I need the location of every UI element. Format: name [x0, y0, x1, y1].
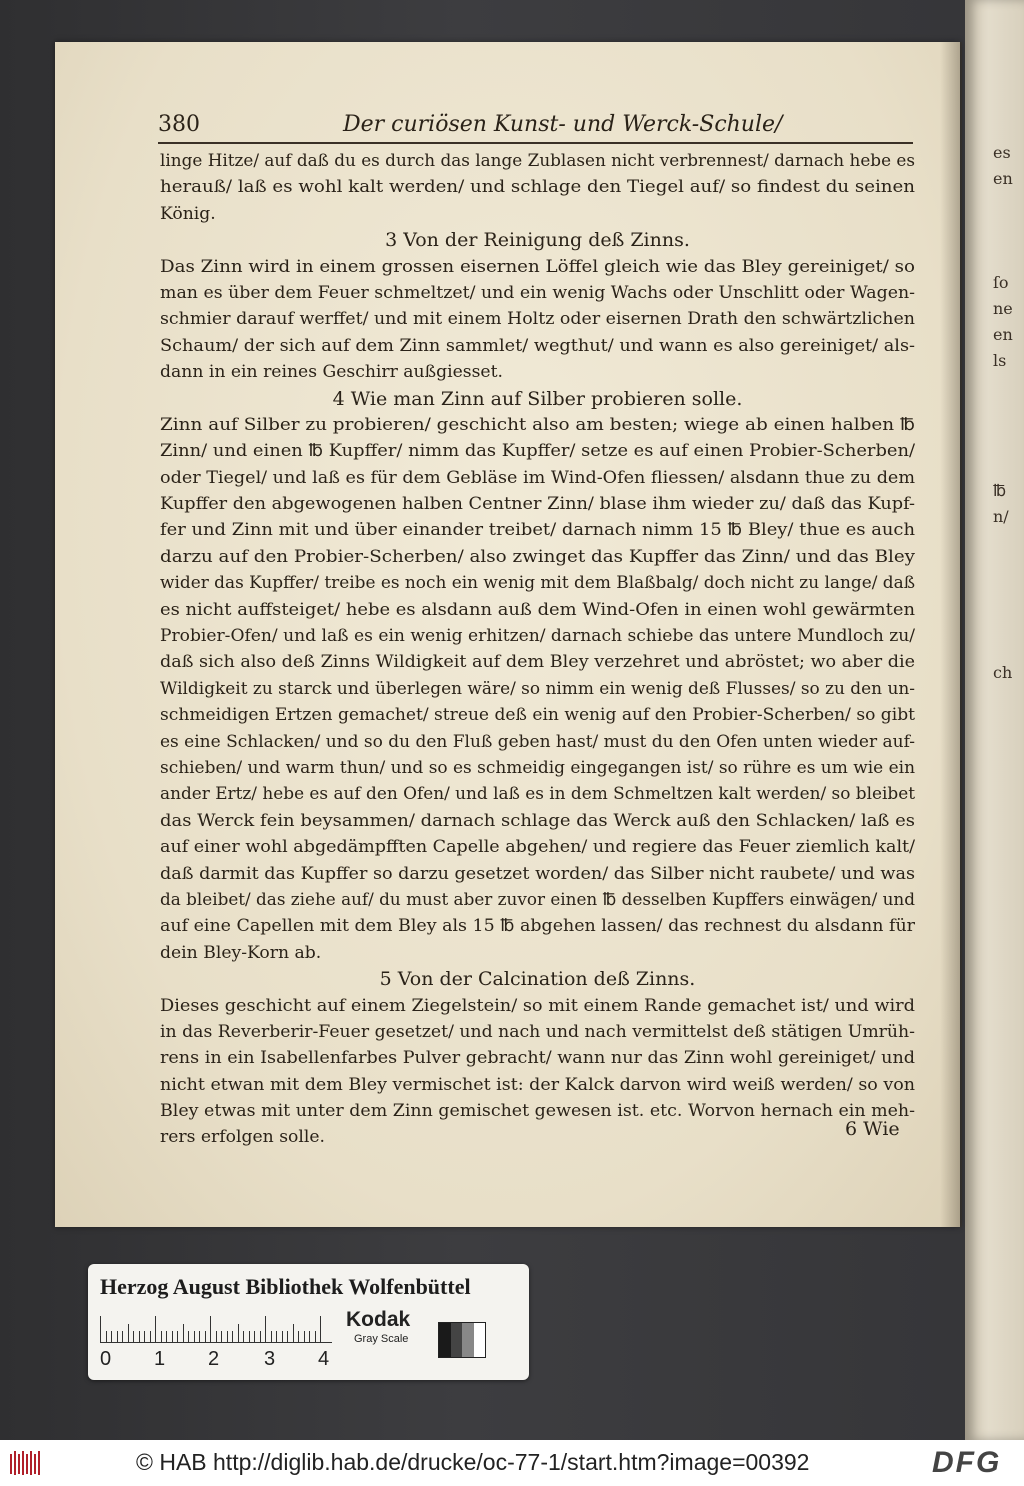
adjacent-text-fragment: [993, 244, 1024, 270]
adjacent-text-fragment: [993, 764, 1024, 790]
kodak-logo: Kodak: [346, 1308, 411, 1331]
ruler-tick: [238, 1324, 239, 1342]
ruler-tick: [298, 1331, 299, 1342]
text-line: daß darmit das Kupffer so darzu gesetzet worden/ das Silber nicht raubete/ und was: [160, 863, 915, 884]
page-text: [160, 148, 915, 1151]
adjacent-text-fragment: [993, 738, 1024, 764]
adjacent-text-fragment: ℔: [993, 481, 1007, 500]
footer-credit-link[interactable]: © HAB http://diglib.hab.de/drucke/oc-77-1/start.htm?image=00392: [136, 1449, 810, 1475]
adjacent-text-fragment: ch: [993, 663, 1013, 682]
ruler-tick: [227, 1331, 228, 1342]
text-line: oder Tiegel/ und laß es für dem Gebläse im Wind-Ofen fliessen/ alsdann thue zu dem: [160, 467, 915, 488]
text-line: Das Zinn wird in einem grossen eisernen Löffel gleich wie das Bley gereiniget/ so: [160, 256, 915, 277]
ruler-tick: [161, 1331, 162, 1342]
ruler-tick: [309, 1331, 310, 1342]
ruler-tick: [128, 1324, 129, 1342]
ruler-tick: [260, 1331, 261, 1342]
text-line: nicht etwan mit dem Bley vermischet ist: der Kalck darvon wird weiß werden/ so von: [160, 1074, 915, 1095]
gray-scale-swatches: [438, 1322, 486, 1358]
text-line: es nicht auffsteiget/ hebe es alsdann auß dem Wind-Ofen in einen wohl gewärmten: [160, 599, 915, 620]
text-line: rens in ein Isabellenfarbes Pulver gebracht/ wann nur das Zinn wohl gereiniget/ und: [160, 1048, 915, 1069]
gray-scale-label: Gray Scale: [354, 1333, 409, 1345]
ruler-tick: [282, 1331, 283, 1342]
ruler-tick: [100, 1316, 101, 1342]
ruler-tick: [232, 1331, 233, 1342]
adjacent-text-fragment: en: [993, 325, 1013, 344]
ruler-tick: [172, 1331, 173, 1342]
ruler-tick: [133, 1331, 134, 1342]
adjacent-text-fragment: n/: [993, 507, 1009, 526]
adjacent-text-fragment: [993, 1076, 1024, 1102]
catchword: 6 Wie: [845, 1118, 900, 1140]
adjacent-text-fragment: [993, 582, 1024, 608]
text-line: dann in ein reines Geschirr außgiesset.: [160, 362, 503, 383]
text-line: darzu auf den Probier-Scherben/ also zwinget das Kupffer das Zinn/ und das Bley: [160, 546, 915, 567]
ruler-tick: [188, 1331, 189, 1342]
text-line: schieben/ und warm thun/ und so es schmeidig eingegangen ist/ so rühre es um wie ein: [160, 757, 915, 778]
text-line: schmeidigen Ertzen gemachet/ streue deß ein wenig auf den Probier-Scherben/ so gibt: [160, 705, 915, 726]
text-line: Dieses geschicht auf einem Ziegelstein/ so mit einem Rande gemachet ist/ und wird: [160, 995, 915, 1016]
ruler-tick: [216, 1331, 217, 1342]
ruler-tick: [287, 1331, 288, 1342]
text-line: rers erfolgen solle.: [160, 1127, 325, 1148]
text-line: Zinn auf Silber zu probieren/ geschicht also am besten; wiege ab einen halben ℔: [160, 414, 915, 435]
adjacent-text-fragment: [993, 452, 1024, 478]
adjacent-text-fragment: ls: [993, 351, 1007, 370]
ruler-tick: [320, 1316, 321, 1342]
section-heading: 4 Wie man Zinn auf Silber probieren solle.: [332, 387, 743, 410]
text-line: daß sich also deß Zinns Wildigkeit auf dem Bley verzehret und abröstet; wo aber die: [160, 652, 915, 673]
ruler-tick: [243, 1331, 244, 1342]
ruler-tick: [221, 1331, 222, 1342]
adjacent-text-fragment: [993, 946, 1024, 972]
running-head: [158, 112, 783, 146]
ruler-tick: [122, 1331, 123, 1342]
text-line: wider das Kupffer/ treibe es noch ein wenig mit dem Blaßbalg/ doch nicht zu lange/ daß: [160, 573, 915, 594]
ruler-tick: [194, 1331, 195, 1342]
scale-ruler: [100, 1314, 332, 1343]
adjacent-text-fragment: ſo: [993, 273, 1009, 292]
header-rule: [158, 142, 913, 144]
ruler-tick: [155, 1316, 156, 1342]
ruler-tick: [177, 1331, 178, 1342]
text-line: in das Reverberir-Feuer gesetzet/ und nach und nach vermittelst deß stätigen Umrüh-: [160, 1021, 915, 1042]
footer-bar: [0, 1440, 1024, 1486]
text-line: herauß/ laß es wohl kalt werden/ und schlage den Tiegel auf/ so findest du seinen: [160, 177, 915, 198]
text-line: da bleibet/ das ziehe auf/ du must aber zuvor einen ℔ desselben Kupffers einwägen/ und: [160, 889, 915, 910]
text-line: König.: [160, 203, 216, 224]
adjacent-page-text: [993, 140, 1024, 1102]
ruler-tick: [139, 1331, 140, 1342]
running-title: Der curiösen Kunst- und Werck-Schule/: [343, 112, 783, 137]
library-name: Herzog August Bibliothek Wolfenbüttel: [100, 1274, 471, 1299]
adjacent-text-fragment: es: [993, 143, 1011, 162]
text-line: Bley etwas mit unter dem Zinn gemischet gewesen ist. etc. Worvon hernach ein meh-: [160, 1101, 915, 1122]
scale-number: 4: [318, 1348, 330, 1370]
ruler-tick: [150, 1331, 151, 1342]
scale-number: 1: [154, 1348, 166, 1370]
adjacent-text-fragment: [993, 712, 1024, 738]
text-line: linge Hitze/ auf daß du es durch das lange Zublasen nicht verbrennest/ darnach hebe es: [160, 151, 915, 171]
adjacent-text-fragment: [993, 894, 1024, 920]
adjacent-text-fragment: [993, 1024, 1024, 1050]
adjacent-text-fragment: [993, 400, 1024, 426]
ruler-tick: [304, 1331, 305, 1342]
adjacent-text-fragment: [993, 634, 1024, 660]
text-line: man es über dem Feuer schmeltzet/ und ein wenig Wachs oder Unschlitt oder Wagen-: [160, 282, 915, 303]
adjacent-text-fragment: [993, 218, 1024, 244]
text-line: es eine Schlacken/ und so du den Fluß geben hast/ must du den Ofen unten wieder auf-: [160, 731, 915, 752]
scale-number: 3: [264, 1348, 276, 1370]
text-line: das Werck fein beysammen/ darnach schlage das Werck auß den Schlacken/ laß es: [160, 810, 915, 831]
scale-number: 2: [208, 1348, 220, 1370]
ruler-tick: [144, 1331, 145, 1342]
text-line: dein Bley-Korn ab.: [160, 942, 322, 963]
ruler-tick: [315, 1331, 316, 1342]
text-line: schmier darauf werffet/ und mit einem Holtz oder eisernen Drath den schwärtzlichen: [160, 309, 915, 330]
page-number: 380: [158, 112, 200, 137]
adjacent-text-fragment: [993, 816, 1024, 842]
adjacent-text-fragment: [993, 374, 1024, 400]
adjacent-text-fragment: en: [993, 169, 1013, 188]
ruler-tick: [265, 1316, 266, 1342]
text-line: ander Ertz/ hebe es auf den Ofen/ und laß es in dem Schmeltzen kalt werden/ so bleibet: [160, 784, 915, 805]
ruler-tick: [106, 1331, 107, 1342]
text-line: Schaum/ der sich auf dem Zinn sammlet/ wegthut/ und wann es also gereiniget/ als-: [160, 335, 915, 356]
adjacent-text-fragment: ne: [993, 299, 1013, 318]
ruler-tick: [117, 1331, 118, 1342]
section-heading: 3 Von der Reinigung deß Zinns.: [385, 229, 690, 252]
adjacent-text-fragment: [993, 972, 1024, 998]
ruler-tick: [183, 1324, 184, 1342]
text-line: Probier-Ofen/ und laß es ein wenig erhitzen/ darnach schiebe das untere Mundloch zu/: [160, 626, 915, 647]
adjacent-text-fragment: [993, 790, 1024, 816]
page-gutter-shadow: [940, 42, 962, 1227]
adjacent-text-fragment: [993, 686, 1024, 712]
text-line: auf einer wohl abgedämpfften Capelle abgehen/ und regiere das Feuer ziemlich kalt/: [160, 837, 915, 858]
adjacent-text-fragment: [993, 998, 1024, 1024]
text-line: Zinn/ und einen ℔ Kupffer/ nimm das Kupffer/ setze es auf einen Probier-Scherben/: [160, 441, 915, 462]
text-line: Wildigkeit zu starck und überlegen wäre/ so nimm ein wenig deß Flusses/ so zu den un-: [160, 678, 915, 699]
adjacent-text-fragment: [993, 920, 1024, 946]
ruler-tick: [205, 1331, 206, 1342]
library-scale-card: [88, 1264, 529, 1380]
ruler-tick: [276, 1331, 277, 1342]
ruler-tick: [111, 1331, 112, 1342]
ruler-tick: [293, 1324, 294, 1342]
scale-number: 0: [100, 1348, 112, 1370]
text-line: auf eine Capellen mit dem Bley als 15 ℔ abgehen lassen/ das rechnest du alsdann für: [160, 916, 915, 937]
dfg-logo: DFG: [932, 1446, 1002, 1479]
ruler-tick: [199, 1331, 200, 1342]
text-line: fer und Zinn mit und über einander treibet/ darnach nimm 15 ℔ Bley/ thue es auch: [160, 520, 915, 541]
ruler-tick: [254, 1331, 255, 1342]
hab-logo-icon: [8, 1448, 42, 1478]
section-heading: 5 Von der Calcination deß Zinns.: [379, 968, 696, 991]
adjacent-text-fragment: [993, 1050, 1024, 1076]
ruler-tick: [210, 1316, 211, 1342]
ruler-tick: [166, 1331, 167, 1342]
adjacent-text-fragment: [993, 608, 1024, 634]
adjacent-text-fragment: [993, 556, 1024, 582]
adjacent-text-fragment: [993, 868, 1024, 894]
text-line: Kupffer den abgewogenen halben Centner Zinn/ blase ihm wieder zu/ daß das Kupf-: [160, 494, 915, 515]
ruler-tick: [271, 1331, 272, 1342]
adjacent-text-fragment: [993, 192, 1024, 218]
adjacent-text-fragment: [993, 530, 1024, 556]
ruler-tick: [249, 1331, 250, 1342]
adjacent-text-fragment: [993, 426, 1024, 452]
adjacent-text-fragment: [993, 842, 1024, 868]
